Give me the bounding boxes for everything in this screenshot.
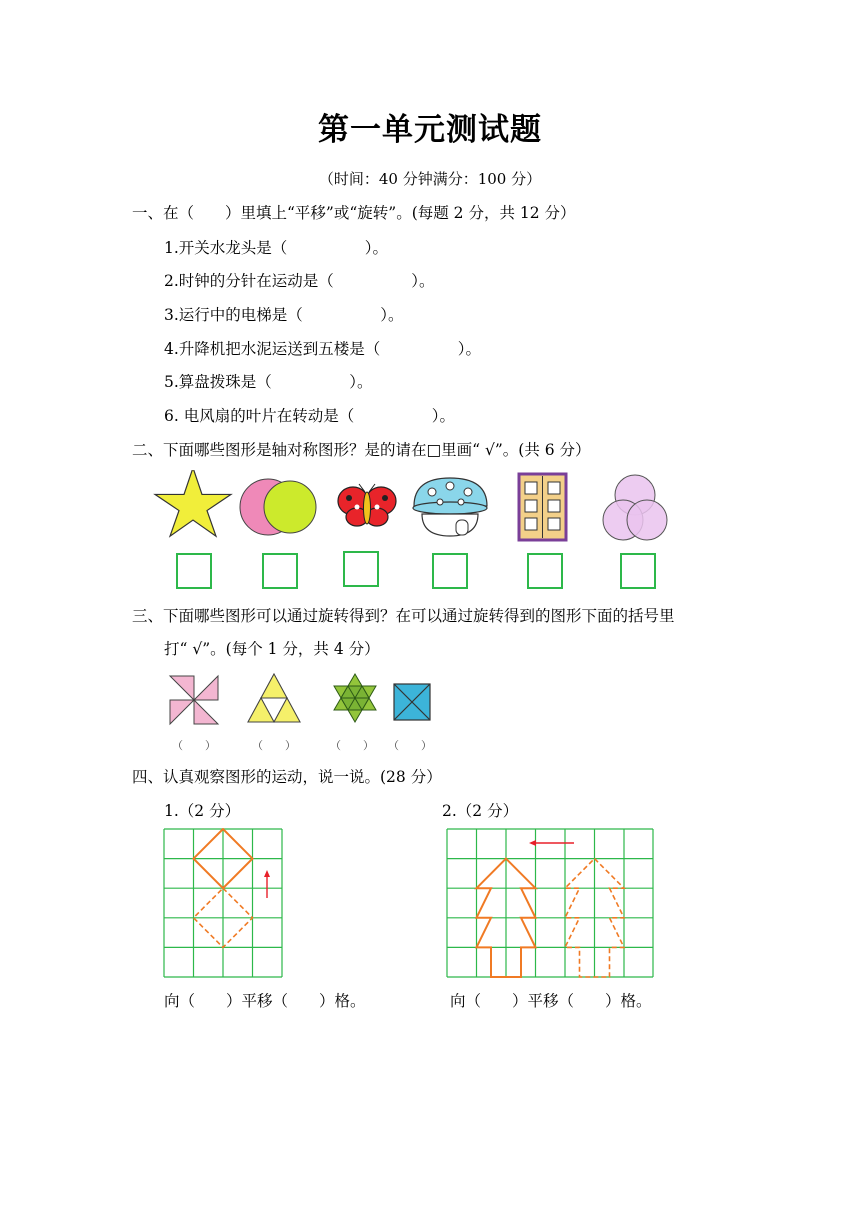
star-icon — [155, 470, 231, 536]
paren-2[interactable]: （ ） — [252, 739, 296, 752]
answer-box-1[interactable] — [176, 553, 212, 589]
q2-answer: 向（ ）平移（ ）格。 — [450, 992, 652, 1010]
overlapping-circles-icon — [240, 479, 316, 535]
page-subtitle: （时间：40 分钟满分：100 分） — [318, 170, 542, 188]
s1-item-2: 2.时钟的分针在运动是（ ）。 — [164, 272, 435, 290]
square-x-icon — [394, 684, 430, 720]
section3-heading-line2: 打“ √”。(每个 1 分，共 4 分） — [164, 640, 380, 658]
paren-4[interactable]: （ ） — [388, 739, 432, 752]
section4-heading: 四、认真观察图形的运动，说一说。(28 分） — [132, 768, 442, 786]
grid-2 — [446, 828, 656, 980]
answer-box-6[interactable] — [620, 553, 656, 589]
answer-box-2[interactable] — [262, 553, 298, 589]
three-circles-icon — [603, 475, 667, 540]
section1-heading: 一、在（ ）里填上“平移”或“旋转”。(每题 2 分，共 12 分） — [132, 204, 576, 222]
answer-box-3[interactable] — [343, 551, 379, 587]
arrow-left-icon — [529, 840, 574, 846]
section3-figures — [160, 668, 440, 730]
section3-heading-line1: 三、下面哪些图形可以通过旋转得到？在可以通过旋转得到的图形下面的括号里 — [132, 607, 675, 625]
paren-1[interactable]: （ ） — [172, 739, 216, 752]
q1-label: 1.（2 分） — [164, 802, 241, 820]
section2-figures — [150, 470, 690, 545]
paren-3[interactable]: （ ） — [330, 739, 374, 752]
s1-item-1: 1.开关水龙头是（ ）。 — [164, 239, 389, 257]
grid-1 — [163, 828, 285, 980]
s1-item-5: 5.算盘拨珠是（ ）。 — [164, 373, 373, 391]
arrow-up-icon — [264, 870, 270, 898]
window-icon — [519, 474, 566, 540]
butterfly-icon — [338, 484, 396, 526]
triangle-pattern-icon — [248, 674, 300, 722]
hexagram-icon — [334, 674, 376, 722]
mushroom-house-icon — [413, 478, 487, 536]
page-title: 第一单元测试题 — [318, 112, 542, 148]
s1-item-3: 3.运行中的电梯是（ ）。 — [164, 306, 404, 324]
q2-label: 2.（2 分） — [442, 802, 519, 820]
answer-box-4[interactable] — [432, 553, 468, 589]
section2-heading: 二、下面哪些图形是轴对称图形？是的请在□里画“ √”。(共 6 分） — [132, 441, 591, 459]
pinwheel-icon — [170, 676, 218, 724]
s1-item-6: 6. 电风扇的叶片在转动是（ ）。 — [164, 407, 455, 425]
s1-item-4: 4.升降机把水泥运送到五楼是（ ）。 — [164, 340, 482, 358]
q1-answer: 向（ ）平移（ ）格。 — [164, 992, 366, 1010]
answer-box-5[interactable] — [527, 553, 563, 589]
